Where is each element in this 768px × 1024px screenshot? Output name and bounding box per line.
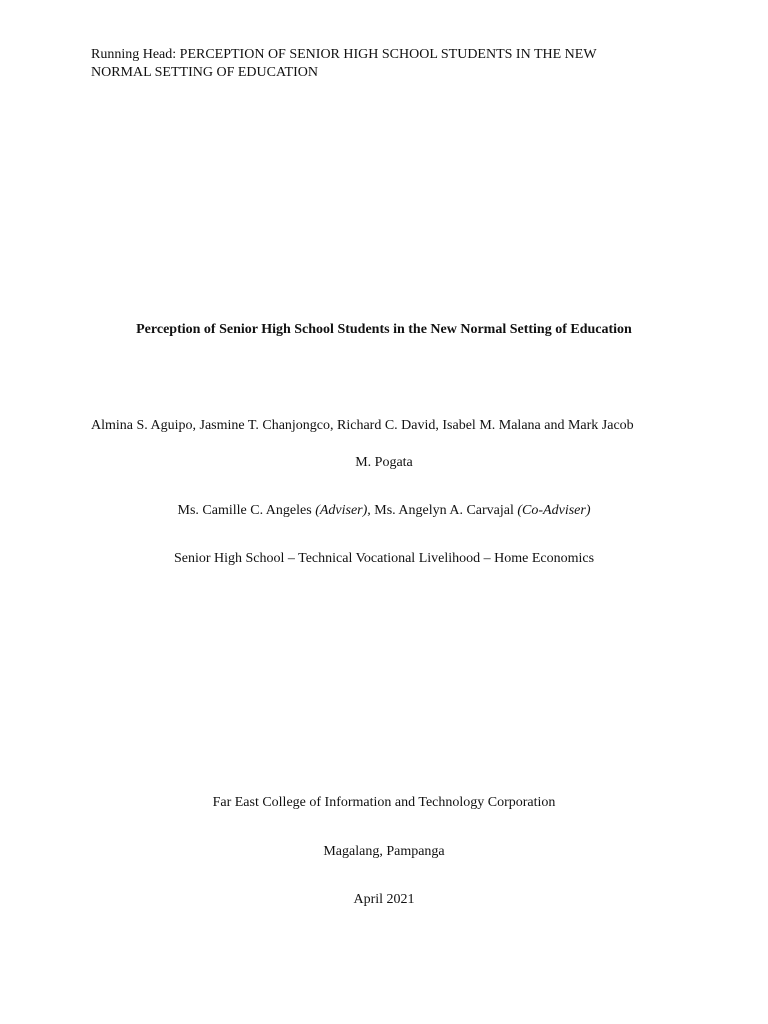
adviser-separator: , (367, 503, 375, 518)
strand-line: Senior High School – Technical Vocational Livelihood – Home Economics (173, 551, 595, 566)
running-head-line-1: Running Head: PERCEPTION OF SENIOR HIGH SCHOOL STUDENTS IN THE NEW (91, 47, 597, 62)
advisers-line (0, 501, 768, 521)
adviser-role: (Adviser) (315, 503, 368, 518)
adviser-name: Ms. Camille C. Angeles (177, 503, 316, 518)
running-head-line-2: NORMAL SETTING OF EDUCATION (91, 65, 318, 80)
authors-line-1: Almina S. Aguipo, Jasmine T. Chanjongco, Richard C. David, Isabel M. Malana and Mark Jacob (91, 418, 634, 433)
coadviser-name: Ms. Angelyn A. Carvajal (374, 503, 518, 518)
submission-date: April 2021 (353, 892, 415, 907)
authors-line-2: M. Pogata (355, 455, 413, 470)
institution-location: Magalang, Pampanga (323, 844, 445, 859)
institution-name: Far East College of Information and Technology Corporation (212, 795, 556, 810)
paper-title: Perception of Senior High School Students in the New Normal Setting of Education (136, 322, 632, 337)
coadviser-role: (Co-Adviser) (517, 503, 591, 518)
running-head (91, 46, 691, 82)
